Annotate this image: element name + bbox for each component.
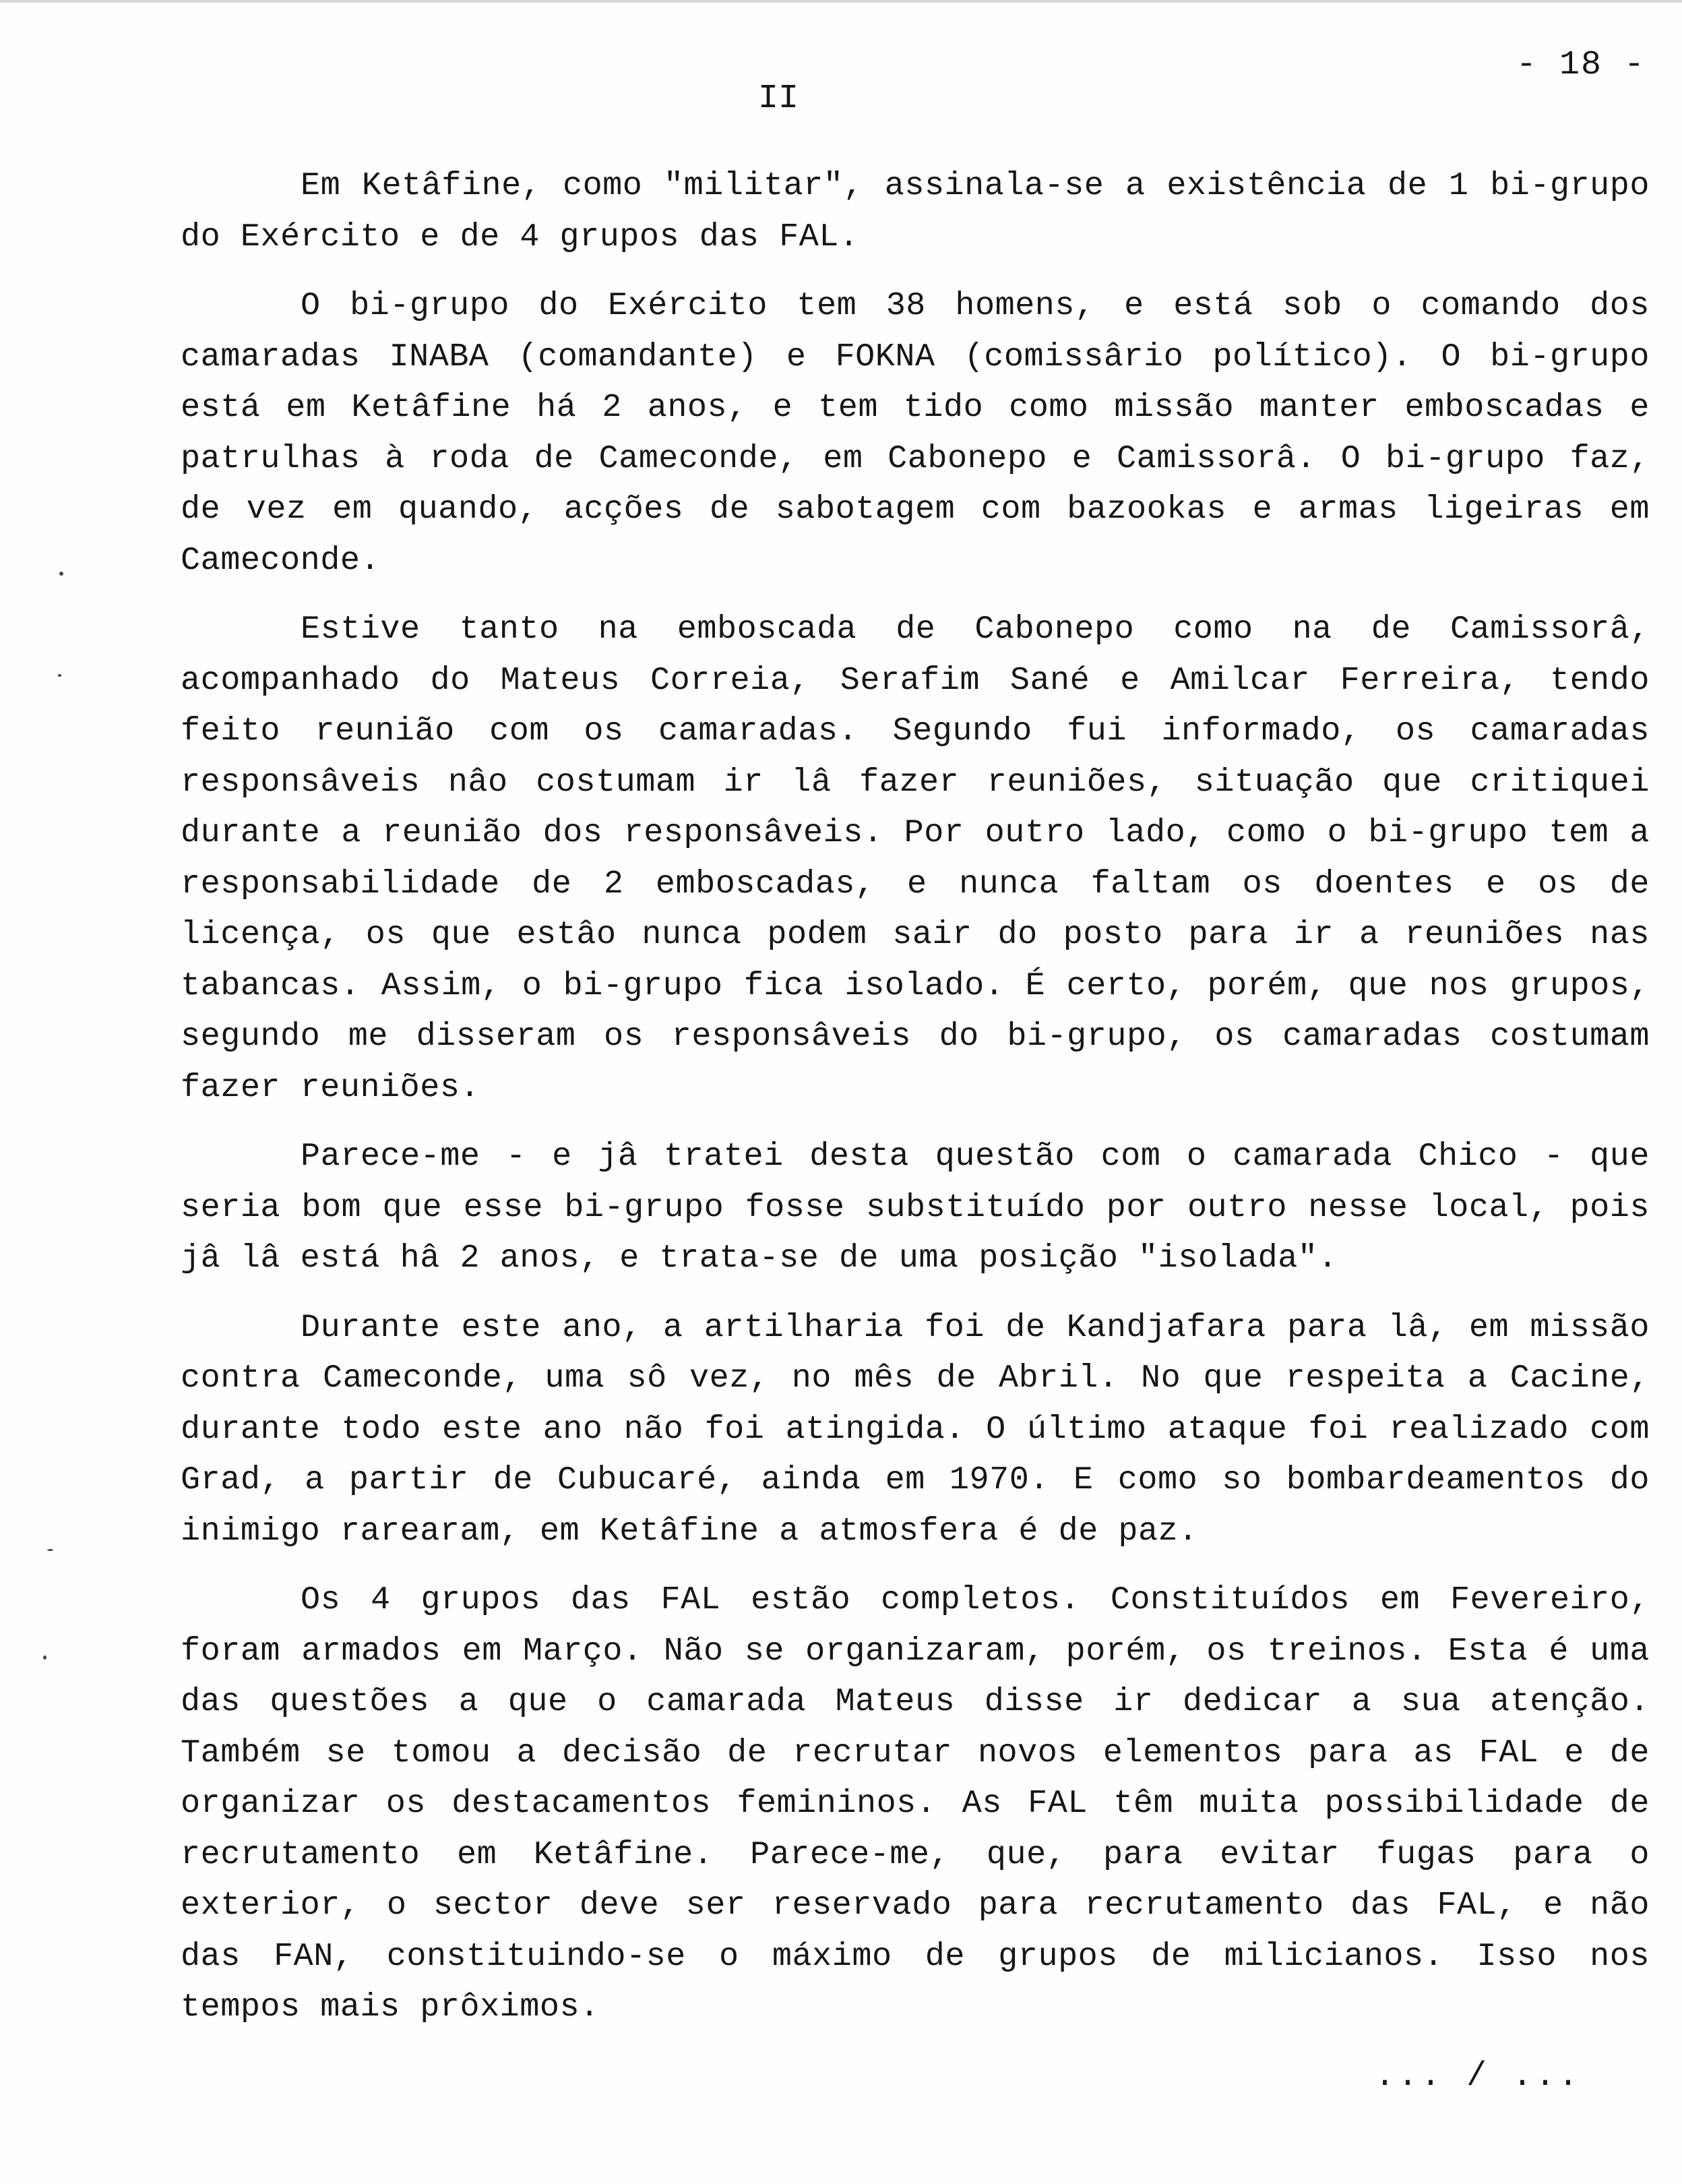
continuation-mark: ... / ... [1375, 2057, 1582, 2096]
paragraph-3: Estive tanto na emboscada de Cabonepo como na de Camissorâ, acompanhado do Mateus Correia, Serafim Sané e Amilcar Ferreira, tendo feito reunião com os camaradas. Segundo fui informado, os camaradas responsâveis nâo costumam ir lâ fazer reuniões, situação que critiquei durante a reunião dos responsâveis. Por outro lado, como o bi-grupo tem a responsabilidade de 2 emboscadas, e nunca faltam os doentes e os de licença, os que estâo nunca podem sair do posto para ir a reuniões nas tabancas. Assim, o bi-grupo fica isolado. É certo, porém, que nos grupos, segundo me disseram os responsâveis do bi-grupo, os camaradas costumam fazer reuniões. [181, 611, 1650, 1106]
section-heading: II [758, 80, 799, 118]
paragraph-1: Em Ketâfine, como "militar", assinala-se a existência de 1 bi-grupo do Exército e de 4 grupos das FAL. [181, 167, 1650, 255]
body-text [181, 160, 1650, 2033]
paragraph-5: Durante este ano, a artilharia foi de Kandjafara para lâ, em missão contra Cameconde, uma sô vez, no mês de Abril. No que respeita a Cacine, durante todo este ano não foi atingida. O último ataque foi realizado com Grad, a partir de Cubucaré, ainda em 1970. E como so bombardeamentos do inimigo rarearam, em Ketâfine a atmosfera é de paz. [181, 1308, 1650, 1550]
paragraph-6: Os 4 grupos das FAL estão completos. Constituídos em Fevereiro, foram armados em Março. Não se organizaram, porém, os treinos. Esta é uma das questões a que o camarada Mateus disse ir dedicar a sua atenção. Também se tomou a decisão de recrutar novos elementos para as FAL e de organizar os destacamentos femininos. As FAL têm muita possibilidade de recrutamento em Ketâfine. Parece-me, que, para evitar fugas para o exterior, o sector deve ser reservado para recrutamento das FAL, e não das FAN, constituindo-se o máximo de grupos de milicianos. Isso nos tempos mais prôximos. [181, 1581, 1650, 2026]
paragraph-4: Parece-me - e jâ tratei desta questão com o camarada Chico - que seria bom que esse bi-grupo fosse substituído por outro nesse local, pois jâ lâ está hâ 2 anos, e trata-se de uma posição "isolada". [181, 1138, 1650, 1277]
scan-speck [47, 1549, 53, 1551]
scan-edge [0, 0, 1682, 3]
scan-speck [43, 1656, 46, 1660]
page-number: - 18 - [1516, 46, 1646, 84]
paragraph-2: O bi-grupo do Exército tem 38 homens, e está sob o comando dos camaradas INABA (comandante) e FOKNA (comissârio político). O bi-grupo está em Ketâfine há 2 anos, e tem tido como missão manter emboscadas e patrulhas à roda de Cameconde, em Cabonepo e Camissorâ. O bi-grupo faz, de vez em quando, acções de sabotagem com bazookas e armas ligeiras em Cameconde. [181, 287, 1650, 579]
scan-speck [58, 674, 61, 677]
scan-speck [59, 572, 63, 576]
